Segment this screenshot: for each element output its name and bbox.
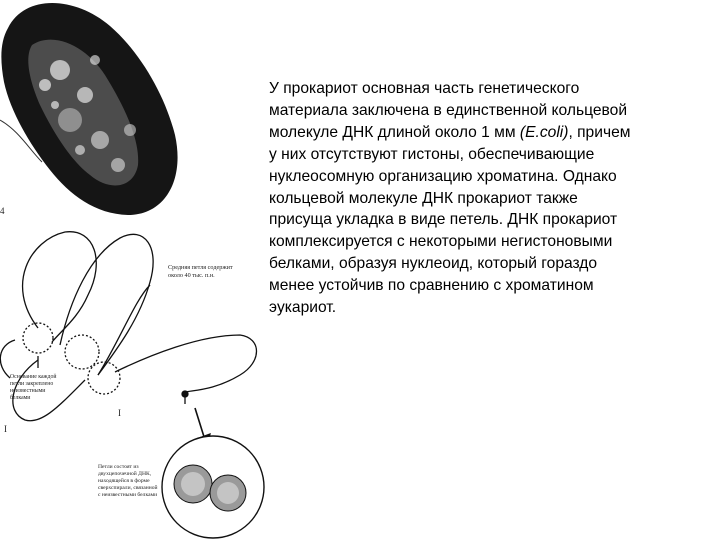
body-paragraph: [269, 78, 709, 319]
body-line-3: [269, 122, 709, 144]
body-line-10: менее устойчив по сравнению с хроматином: [269, 277, 594, 295]
label-circle-line-2: двухцепочечной ДНК,: [98, 471, 152, 477]
body-line-9: белками, образуя нуклеоид, который гораздо: [269, 255, 598, 273]
panel-mark: 4: [0, 206, 5, 216]
label-circle-line-1: Петли состоят из: [98, 464, 139, 470]
label-circle-line-4: сверхспирали, связанной: [98, 485, 158, 491]
label-circle-line-3: находящейся в форме: [98, 478, 150, 484]
body-line-5: нуклеосомную организацию хроматина. Однако: [269, 167, 617, 185]
body-line-6: кольцевой молекуле ДНК прокариот также: [269, 189, 578, 207]
body-line-3-start: молекуле ДНК длиной около 1 мм: [269, 123, 516, 141]
label-loops-line-1: Средняя петля содержит: [168, 264, 233, 271]
magnified-loop-circle: [162, 436, 264, 538]
body-line-4: у них отсутствуют гистоны, обеспечивающие: [269, 145, 595, 163]
body-line-2: материала заключена в единственной кольцевой: [269, 101, 628, 119]
bacterium-micrograph: [0, 3, 178, 215]
species-name: (E.coli): [519, 123, 569, 141]
label-base-line-3: неизвестными: [10, 388, 46, 394]
body-line-7: присуща укладка в виде петель. ДНК прокариот: [269, 211, 618, 229]
label-base-line-4: белками: [10, 395, 31, 401]
body-line-8: комплексируется с некоторыми негистоновыми: [269, 233, 613, 251]
label-base-line-2: петли закреплено: [10, 381, 54, 387]
figure-svg: [0, 0, 270, 540]
label-loops-line-2: около 40 тыс. п.н.: [168, 272, 215, 279]
body-line-11: эукариот.: [269, 299, 337, 317]
label-base-line-1: Основание каждой: [10, 374, 57, 380]
marker-1: I: [118, 408, 121, 418]
label-circle-line-5: с неизвестными белками: [98, 492, 158, 498]
body-line-3-tail: , причем: [568, 123, 631, 141]
marker-2: I: [4, 424, 7, 434]
prokaryote-figure: [0, 0, 270, 540]
body-line-1: У прокариот основная часть генетического: [269, 80, 580, 97]
